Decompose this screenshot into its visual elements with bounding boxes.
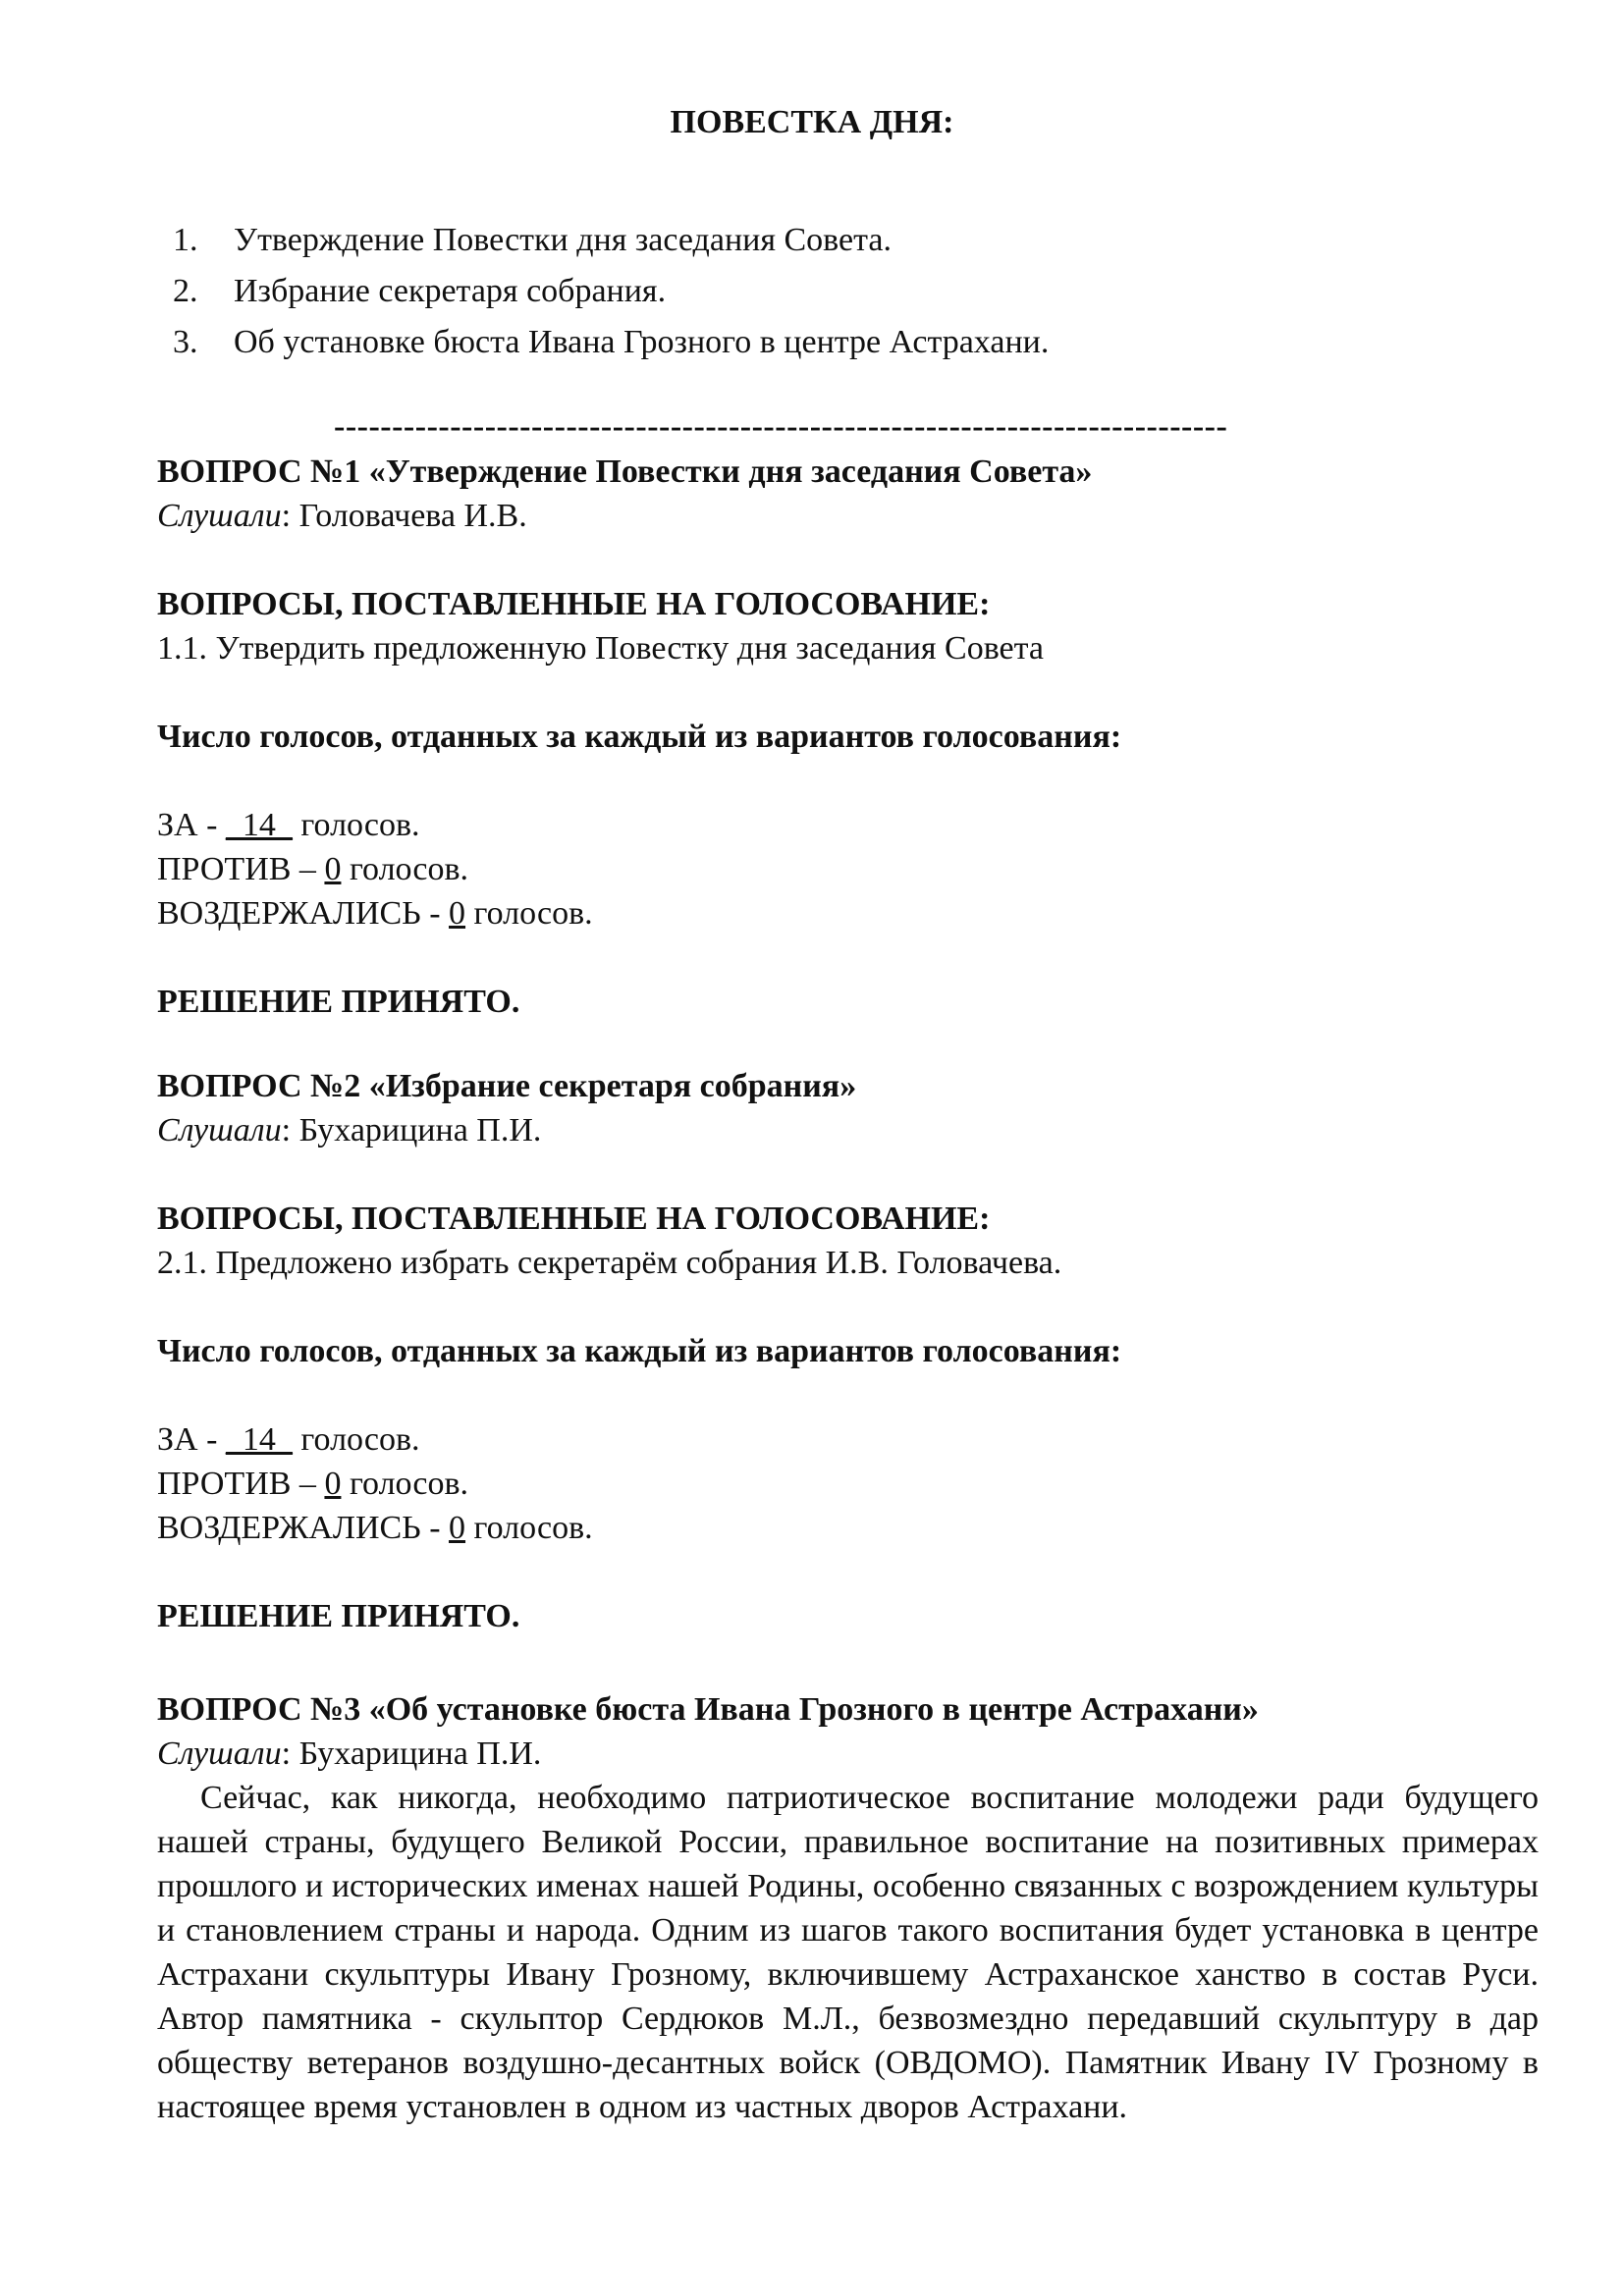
vote-for-line (157, 1417, 1532, 1462)
question-3-section (157, 1687, 1532, 1776)
decision-text: РЕШЕНИЕ ПРИНЯТО. (157, 1598, 520, 1634)
vote-against-label: ПРОТИВ – (157, 1466, 325, 1502)
agenda-item-number: 3. (173, 324, 198, 360)
heard-label: Слушали (157, 1112, 282, 1148)
vote-for-suffix: голосов. (292, 1421, 420, 1458)
vote-for-label: ЗА - (157, 1421, 226, 1458)
decision-text: РЕШЕНИЕ ПРИНЯТО. (157, 984, 520, 1020)
vote-count-heading: Число голосов, отданных за каждый из вариантов голосования: (157, 719, 1122, 755)
vote-against-label: ПРОТИВ – (157, 851, 325, 887)
heard-label: Слушали (157, 1735, 282, 1772)
vote-against-line (157, 1462, 1532, 1506)
agenda-item (173, 269, 1049, 320)
vote-for-label: ЗА - (157, 807, 226, 843)
vote-against-suffix: голосов. (341, 1466, 469, 1502)
heard-label: Слушали (157, 498, 282, 534)
agenda-item (173, 320, 1049, 371)
vote-abstain-suffix: голосов. (465, 1510, 593, 1546)
vote-abstain-line (157, 1506, 1532, 1550)
heard-name: : Бухарицина П.И. (281, 1735, 542, 1772)
page-title: ПОВЕСТКА ДНЯ: (670, 104, 954, 140)
agenda-list (173, 218, 1049, 371)
body-paragraph: Сейчас, как никогда, необходимо патриотическое воспитание молодежи ради будущего нашей страны, будущего Великой России, правильное воспитание на позитивных примерах прошлого и исторических именах нашей Родины, особенно связанных с возрождением культуры и становлением страны и народа. Одним из шагов такого воспитания будет установка в центре Астрахани скульптуры Ивану Грозному, включившему Астраханское ханство в состав Руси. Автор памятника - скульптор Сердюков М.Л., безвозмездно передавший скульптуру в дар обществу ветеранов воздушно-десантных войск (ОВДОМО). Памятник Ивану IV Грозному в настоящее время установлен в одном из частных дворов Астрахани. (157, 1780, 1539, 2125)
heard-name: : Бухарицина П.И. (281, 1112, 542, 1148)
vote-abstain-label: ВОЗДЕРЖАЛИСЬ - (157, 895, 450, 932)
vote-heading: ВОПРОСЫ, ПОСТАВЛЕННЫЕ НА ГОЛОСОВАНИЕ: (157, 1201, 991, 1237)
agenda-item-number: 1. (173, 222, 198, 258)
vote-count-heading: Число голосов, отданных за каждый из вариантов голосования: (157, 1333, 1122, 1369)
vote-for-suffix: голосов. (292, 807, 420, 843)
section-separator: ----------------------------------------------------------------------------- (334, 408, 1228, 445)
vote-against-line (157, 847, 1532, 891)
agenda-item-text: Избрание секретаря собрания. (234, 273, 667, 309)
question-heading: ВОПРОС №1 «Утверждение Повестки дня заседания Совета» (157, 454, 1093, 490)
proposal-text: 1.1. Утвердить предложенную Повестку дня заседания Совета (157, 630, 1045, 667)
agenda-item (173, 218, 1049, 269)
heard-line (157, 1108, 1532, 1152)
question-heading: ВОПРОС №2 «Избрание секретаря собрания» (157, 1068, 857, 1104)
question-2-section (157, 1064, 1532, 1638)
heard-line (157, 1732, 1532, 1776)
vote-abstain-label: ВОЗДЕРЖАЛИСЬ - (157, 1510, 450, 1546)
agenda-item-text: Утверждение Повестки дня заседания Совета. (234, 222, 892, 258)
vote-abstain-suffix: голосов. (465, 895, 593, 932)
vote-against-count: 0 (324, 851, 342, 887)
proposal-text: 2.1. Предложено избрать секретарём собрания И.В. Головачева. (157, 1245, 1062, 1281)
vote-against-count: 0 (324, 1466, 342, 1502)
heard-name: : Головачева И.В. (281, 498, 527, 534)
vote-abstain-line (157, 891, 1532, 935)
vote-abstain-count: 0 (449, 895, 466, 932)
vote-for-count: _14_ (225, 1421, 293, 1458)
vote-for-line (157, 803, 1532, 847)
vote-abstain-count: 0 (449, 1510, 466, 1546)
agenda-item-number: 2. (173, 273, 198, 309)
vote-against-suffix: голосов. (341, 851, 469, 887)
vote-heading: ВОПРОСЫ, ПОСТАВЛЕННЫЕ НА ГОЛОСОВАНИЕ: (157, 586, 991, 622)
question-heading: ВОПРОС №3 «Об установке бюста Ивана Грозного в центре Астрахани» (157, 1691, 1259, 1728)
question-1-section (157, 450, 1532, 1024)
heard-line (157, 494, 1532, 538)
vote-for-count: _14_ (225, 807, 293, 843)
agenda-item-text: Об установке бюста Ивана Грозного в центре Астрахани. (234, 324, 1050, 360)
